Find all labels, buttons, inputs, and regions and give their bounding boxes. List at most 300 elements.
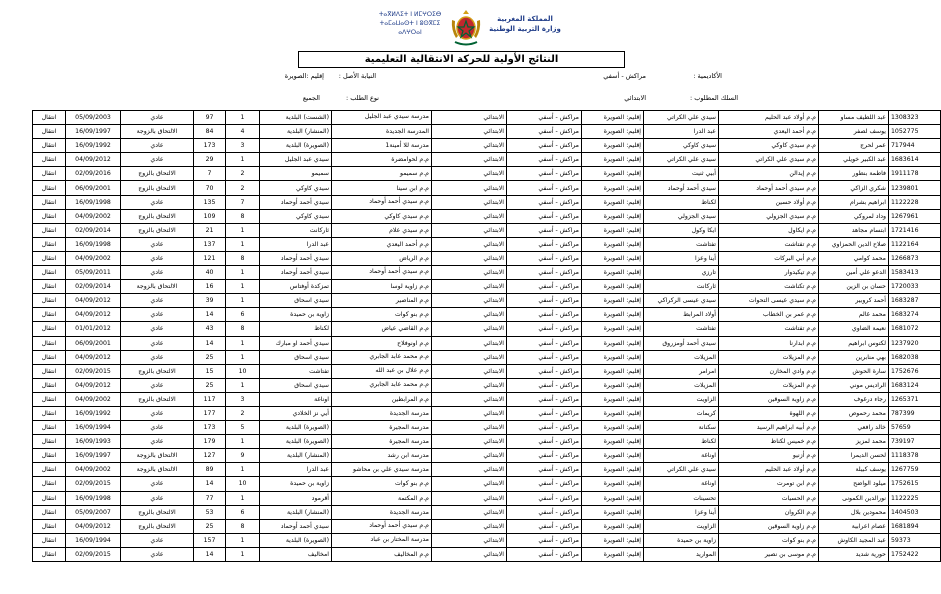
table-cell: انتقال [33, 491, 66, 505]
table-row [33, 435, 941, 449]
table-cell: تحسينات [644, 491, 719, 505]
table-cell: م.م سيدي كاوكي [332, 209, 432, 223]
table-cell: إقليم: الصويرة [582, 294, 644, 308]
table-cell: الزاويت [644, 392, 719, 406]
table-cell: انتقال [33, 209, 66, 223]
table-cell: إقليم: الصويرة [582, 519, 644, 533]
table-cell: سيدي أحمد أوحماد [260, 266, 332, 280]
table-cell: الابتدائي [432, 322, 507, 336]
table-cell: م.م سيدي كاوكي [719, 139, 819, 153]
table-cell: 39 [194, 294, 226, 308]
table-cell: 1308323 [889, 111, 941, 125]
table-cell: سيدي عبد الجليل [260, 153, 332, 167]
header-amazigh-text [370, 10, 450, 37]
table-cell: 157 [194, 533, 226, 547]
table-cell: الالتحاق بالزوج [121, 167, 194, 181]
table-cell: إقليم: الصويرة [582, 547, 644, 561]
table-cell: الابتدائي [432, 449, 507, 463]
table-cell: 16/09/1993 [66, 435, 121, 449]
table-cell: (المنشار) البلدية [260, 125, 332, 139]
table-cell: 1404503 [889, 505, 941, 519]
table-cell: م.م سيدي أحمد أوحماد [332, 266, 432, 280]
table-cell: سيدي عيسى الركراكي [644, 294, 719, 308]
table-cell: الابتدائي [432, 153, 507, 167]
table-cell: 1683287 [889, 294, 941, 308]
table-cell: مراكش - أسفي [507, 209, 582, 223]
table-cell: الابتدائي [432, 280, 507, 294]
table-cell: 109 [194, 209, 226, 223]
table-cell: اوناغة [644, 449, 719, 463]
table-cell: 8 [226, 322, 260, 336]
table-cell: انتقال [33, 111, 66, 125]
table-cell: 1122225 [889, 491, 941, 505]
table-cell: الابتدائي [432, 294, 507, 308]
table-cell: م.م سيدي علام [332, 223, 432, 237]
table-cell: مراكش - أسفي [507, 266, 582, 280]
table-cell: 135 [194, 195, 226, 209]
table-cell: انتقال [33, 350, 66, 364]
table-cell: مراكش - أسفي [507, 237, 582, 251]
table-row [33, 266, 941, 280]
table-cell: كريمات [644, 406, 719, 420]
table-cell: 4 [226, 125, 260, 139]
table-cell: ثاركانت [644, 280, 719, 294]
table-cell: م.م الرياض [332, 251, 432, 265]
table-cell: 57659 [889, 421, 941, 435]
table-cell: لكتوس ابراهيم [819, 336, 889, 350]
table-cell: م.م سيدي أحمد أوحماد [332, 195, 432, 209]
table-cell: إقليم: الصويرة [582, 153, 644, 167]
table-cell: المزيلات [644, 378, 719, 392]
table-row [33, 139, 941, 153]
table-row [33, 294, 941, 308]
academy-label: الأكاديمية : [693, 72, 722, 80]
table-cell: مراكش - أسفي [507, 364, 582, 378]
table-cell: الابتدائي [432, 378, 507, 392]
table-cell: تفتاشت [260, 364, 332, 378]
table-cell: انتقال [33, 322, 66, 336]
table-cell: 1 [226, 153, 260, 167]
table-cell: سيدي كاوكي [644, 139, 719, 153]
table-cell: سارة الحوش [819, 364, 889, 378]
table-cell: انتقال [33, 505, 66, 519]
table-cell: انتقال [33, 421, 66, 435]
table-cell: الابتدائي [432, 491, 507, 505]
table-row [33, 223, 941, 237]
request-type-label: نوع الطلب : [345, 94, 379, 102]
table-cell: م.م سميمو [332, 167, 432, 181]
table-cell: إقليم: الصويرة [582, 463, 644, 477]
table-cell: م.م أحمد اليعدي [332, 237, 432, 251]
table-row [33, 111, 941, 125]
table-cell: 1752615 [889, 477, 941, 491]
table-cell: الالتحاق بالزوج [121, 519, 194, 533]
table-cell: الابتدائي [432, 223, 507, 237]
table-cell: مدرسة سيدي علي بن محاشو [332, 463, 432, 477]
table-cell: لحسن الديمرا [819, 449, 889, 463]
table-cell: 127 [194, 449, 226, 463]
table-cell: الابتدائي [432, 463, 507, 477]
table-cell: م.م سيدي أحمد أوحماد [719, 181, 819, 195]
table-cell: 9 [226, 449, 260, 463]
table-cell: 16/09/1994 [66, 421, 121, 435]
table-cell: م.م إيدالن [719, 167, 819, 181]
table-cell: لكناظ [644, 435, 719, 449]
table-cell: عادي [121, 406, 194, 420]
table-cell: م.م تفتاشت [719, 322, 819, 336]
table-cell: مدرسة المجيرة [332, 421, 432, 435]
table-cell: 14 [194, 336, 226, 350]
table-cell: الالتحاق بالزوج [121, 209, 194, 223]
table-row [33, 491, 941, 505]
table-cell: انتقال [33, 181, 66, 195]
table-cell: 02/09/2015 [66, 477, 121, 491]
table-cell: 06/09/2001 [66, 336, 121, 350]
table-cell: م.م سيدي عيسى التحوات [719, 294, 819, 308]
table-cell: اوناغة [644, 477, 719, 491]
table-cell: 1239801 [889, 181, 941, 195]
table-cell: 04/09/2002 [66, 463, 121, 477]
table-cell: انتقال [33, 406, 66, 420]
results-table-body [33, 111, 941, 562]
table-cell: مراكش - أسفي [507, 167, 582, 181]
table-cell: 05/09/2003 [66, 111, 121, 125]
table-cell: م.م أبي البركات [719, 251, 819, 265]
table-cell: م.م بنو كوات [332, 308, 432, 322]
table-cell: 29 [194, 153, 226, 167]
table-cell: ابتسام مجاهد [819, 223, 889, 237]
table-cell: م.م اللهوة [719, 406, 819, 420]
table-cell: م.م المرابطين [332, 392, 432, 406]
table-cell: مراكش - أسفي [507, 153, 582, 167]
cycle-label: السلك المطلوب : [689, 94, 738, 102]
table-cell: 1052775 [889, 125, 941, 139]
table-cell: 1 [226, 266, 260, 280]
table-cell: الالتحاق بالزوج [121, 181, 194, 195]
table-cell: م.م لحوامضرة [332, 153, 432, 167]
table-cell: م.م ايكاول [719, 223, 819, 237]
table-cell: م.م سيدي أحمد أوحماد [332, 519, 432, 533]
table-row [33, 280, 941, 294]
table-cell: سيدي علي الكراتي [644, 463, 719, 477]
table-cell: 8 [226, 251, 260, 265]
table-cell: م.م أولاد حسين [719, 195, 819, 209]
table-cell: انتقال [33, 308, 66, 322]
table-cell: إقليم: الصويرة [582, 223, 644, 237]
table-cell: إقليم: الصويرة [582, 111, 644, 125]
table-cell: (الصويرة) البلدية [260, 435, 332, 449]
table-cell: مراكش - أسفي [507, 505, 582, 519]
table-cell: 02/09/2014 [66, 280, 121, 294]
table-cell: انتقال [33, 195, 66, 209]
table-row [33, 209, 941, 223]
table-cell: م.م المناصير [332, 294, 432, 308]
table-cell: عادي [121, 237, 194, 251]
table-cell: الابتدائي [432, 266, 507, 280]
table-cell: 14 [194, 477, 226, 491]
table-cell: 1 [226, 378, 260, 392]
table-cell: انتقال [33, 449, 66, 463]
header-amazigh-line: ⵜⴰⵎⴰⵡⴰⵙⵜ ⵏ ⵓⵙⴳⵎⵉ [379, 20, 441, 27]
table-cell: 16/09/1998 [66, 491, 121, 505]
table-cell: 77 [194, 491, 226, 505]
table-cell: 40 [194, 266, 226, 280]
table-cell: 1 [226, 237, 260, 251]
table-cell: 02/09/2015 [66, 364, 121, 378]
table-cell: 25 [194, 519, 226, 533]
table-cell: 14 [194, 308, 226, 322]
table-cell: الابتدائي [432, 237, 507, 251]
table-cell: 15 [194, 364, 226, 378]
table-cell: م.م بنو كوات [332, 477, 432, 491]
table-cell: إقليم: الصويرة [582, 167, 644, 181]
table-cell: عادي [121, 308, 194, 322]
table-cell: سيدي كاوكي [260, 181, 332, 195]
table-cell: انتقال [33, 223, 66, 237]
header-amazigh-line: ⴰⴷⵖⵔⴰⵏ [398, 29, 422, 36]
table-cell: 717944 [889, 139, 941, 153]
table-row [33, 195, 941, 209]
table-cell: الابتدائي [432, 195, 507, 209]
table-cell: انتقال [33, 547, 66, 561]
table-cell: إقليم: الصويرة [582, 251, 644, 265]
table-cell: 7 [194, 167, 226, 181]
table-cell: زاوية بن حميدة [644, 533, 719, 547]
table-cell: انتقال [33, 139, 66, 153]
table-cell: مدرسة سيدي عبد الجليل [332, 111, 432, 125]
table-cell: سيدي أحمد او مبارك [260, 336, 332, 350]
table-cell: مراكش - أسفي [507, 125, 582, 139]
table-cell: 1237920 [889, 336, 941, 350]
table-cell: 04/09/2012 [66, 378, 121, 392]
table-cell: انتقال [33, 533, 66, 547]
table-cell: رجاء درغوف [819, 392, 889, 406]
table-cell: الالتحاق بالزوجة [121, 463, 194, 477]
table-cell: لكناظ [644, 195, 719, 209]
table-cell: م.م محمد عابد الجابري [332, 350, 432, 364]
table-cell: عادي [121, 491, 194, 505]
table-cell: 137 [194, 237, 226, 251]
table-cell: مراكش - أسفي [507, 223, 582, 237]
table-cell: م.م سيدي علي الكراتي [719, 153, 819, 167]
table-cell: الابتدائي [432, 421, 507, 435]
table-row [33, 364, 941, 378]
table-cell: م.م اونوفلاح [332, 336, 432, 350]
table-cell: إقليم: الصويرة [582, 266, 644, 280]
coat-of-arms-icon [449, 8, 483, 48]
table-cell: 1720033 [889, 280, 941, 294]
table-cell: م.م تفتاشت [719, 237, 819, 251]
table-cell: سيدي أحمد أوحماد [260, 519, 332, 533]
table-row [33, 153, 941, 167]
table-cell: م.م ابدارنا [719, 336, 819, 350]
table-cell: انتقال [33, 294, 66, 308]
table-cell: م.م سيدي الجزولي [719, 209, 819, 223]
table-cell: الابتدائي [432, 364, 507, 378]
table-cell: 10 [226, 364, 260, 378]
origin-label: النيابة الأصل : [338, 72, 376, 80]
table-cell: إقليم: الصويرة [582, 125, 644, 139]
table-cell: 3 [226, 139, 260, 153]
table-cell: 16/09/1992 [66, 139, 121, 153]
table-cell: 6 [226, 505, 260, 519]
table-cell: 43 [194, 322, 226, 336]
table-cell: الابتدائي [432, 505, 507, 519]
table-cell: 1 [226, 336, 260, 350]
table-cell: المزيلات [644, 350, 719, 364]
table-cell: محمد رحموص [819, 406, 889, 420]
table-cell: م.م المزيلات [719, 350, 819, 364]
table-cell: 04/09/2012 [66, 153, 121, 167]
table-cell: عبد اللطيف مساو [819, 111, 889, 125]
table-cell: 787399 [889, 406, 941, 420]
table-cell: امخاليف [260, 547, 332, 561]
table-cell: تمزكدة أوفتاس [260, 280, 332, 294]
table-cell: الابتدائي [432, 308, 507, 322]
table-cell: م.م زاوية السوقين [719, 392, 819, 406]
table-cell: م.م أولاد عبد الحليم [719, 111, 819, 125]
request-type-value: الجميع [302, 94, 320, 102]
table-cell: 16/09/1997 [66, 125, 121, 139]
table-cell: الالتحاق بالزوج [121, 223, 194, 237]
table-cell: خالد رافعي [819, 421, 889, 435]
table-cell: إقليم: الصويرة [582, 406, 644, 420]
table-cell: مراكش - أسفي [507, 406, 582, 420]
table-cell: إقليم: الصويرة [582, 195, 644, 209]
table-cell: الابتدائي [432, 547, 507, 561]
table-cell: محمد كوامي [819, 251, 889, 265]
table-cell: ايكا وكول [644, 223, 719, 237]
table-cell: م.م علال بن عبد الله [332, 364, 432, 378]
table-cell: انتقال [33, 237, 66, 251]
table-cell: م.م زاوية لوسا [332, 280, 432, 294]
table-row [33, 449, 941, 463]
table-cell: انتقال [33, 463, 66, 477]
table-cell: أينا وعزا [644, 505, 719, 519]
table-cell: 2 [226, 167, 260, 181]
table-row [33, 392, 941, 406]
table-cell: مراكش - أسفي [507, 519, 582, 533]
table-cell: 1721416 [889, 223, 941, 237]
table-cell: الالتحاق بالزوجة [121, 125, 194, 139]
table-cell: سيدي أحمد أومزروق [644, 336, 719, 350]
table-cell: عمر لحرج [819, 139, 889, 153]
table-cell: إقليم: الصويرة [582, 392, 644, 406]
table-cell: مراكش - أسفي [507, 294, 582, 308]
table-cell: 59373 [889, 533, 941, 547]
table-cell: سكنانة [644, 421, 719, 435]
table-cell: الابتدائي [432, 350, 507, 364]
table-cell: م.م ابن سينا [332, 181, 432, 195]
table-cell: 1683274 [889, 308, 941, 322]
table-cell: مراكش - أسفي [507, 421, 582, 435]
table-cell: مراكش - أسفي [507, 533, 582, 547]
table-row [33, 378, 941, 392]
table-cell: 1 [226, 547, 260, 561]
table-cell: إقليم: الصويرة [582, 533, 644, 547]
table-cell: الابتدائي [432, 336, 507, 350]
table-cell: الالتحاق بالزوج [121, 505, 194, 519]
table-cell: عادي [121, 322, 194, 336]
table-cell: 16 [194, 280, 226, 294]
table-cell: 16/09/1992 [66, 406, 121, 420]
table-cell: الزاويت [644, 519, 719, 533]
table-cell: 739197 [889, 435, 941, 449]
table-cell: إقليم: الصويرة [582, 435, 644, 449]
table-cell: الابتدائي [432, 181, 507, 195]
table-cell: 1267759 [889, 463, 941, 477]
table-cell: 89 [194, 463, 226, 477]
table-cell: 1 [226, 533, 260, 547]
table-cell: مدرسة للا أمينة1 [332, 139, 432, 153]
table-cell: عادي [121, 195, 194, 209]
table-cell: الابتدائي [432, 167, 507, 181]
table-cell: أحمد كروبير [819, 294, 889, 308]
table-cell: 173 [194, 139, 226, 153]
table-cell: مراكش - أسفي [507, 350, 582, 364]
table-cell: تفتاشت [644, 237, 719, 251]
table-cell: 70 [194, 181, 226, 195]
table-cell: ميلود الواضح [819, 477, 889, 491]
table-cell: 5 [226, 421, 260, 435]
table-cell: 1122228 [889, 195, 941, 209]
table-cell: انتقال [33, 336, 66, 350]
table-cell: سيدي أحمد أوحماد [260, 195, 332, 209]
table-cell: 97 [194, 111, 226, 125]
table-cell: م.م خميس لكناظ [719, 435, 819, 449]
table-cell: الابتدائي [432, 519, 507, 533]
table-cell: عادي [121, 111, 194, 125]
table-cell: 1 [226, 435, 260, 449]
table-cell: مدرسة ابن رشد [332, 449, 432, 463]
table-row [33, 519, 941, 533]
table-cell: سيدي علي الكراتي [644, 111, 719, 125]
table-cell: تارزي [644, 266, 719, 280]
table-cell: 25 [194, 350, 226, 364]
table-cell: تفتاشت [644, 322, 719, 336]
table-cell: 05/09/2007 [66, 505, 121, 519]
table-cell: مدرسة الجديدة [332, 406, 432, 420]
table-cell: الابتدائي [432, 392, 507, 406]
table-cell: انتقال [33, 280, 66, 294]
table-cell: سيدي اسحاق [260, 350, 332, 364]
table-cell: م.م محمد عابد الجابري [332, 378, 432, 392]
table-cell: (الصويرة) البلدية [260, 139, 332, 153]
table-cell: سيدي أحمد أوحماد [644, 181, 719, 195]
table-cell: 1 [226, 350, 260, 364]
table-cell: محمودين بلال [819, 505, 889, 519]
table-cell: انتقال [33, 392, 66, 406]
table-cell: عبد الدرا [644, 125, 719, 139]
table-cell: مراكش - أسفي [507, 308, 582, 322]
table-cell: إقليم: الصويرة [582, 237, 644, 251]
table-cell: الالتحاق بالزوجة [121, 280, 194, 294]
table-cell: 1266873 [889, 251, 941, 265]
table-cell: أبيي ثنيت [644, 167, 719, 181]
table-cell: إقليم: الصويرة [582, 209, 644, 223]
table-cell: 8 [226, 209, 260, 223]
table-cell: سيدي الجزولي [644, 209, 719, 223]
table-row [33, 125, 941, 139]
table-cell: م.م القاضي عياض [332, 322, 432, 336]
table-cell: إقليم: الصويرة [582, 308, 644, 322]
table-cell: 01/01/2012 [66, 322, 121, 336]
table-cell: 1681072 [889, 322, 941, 336]
table-cell: الابتدائي [432, 477, 507, 491]
table-cell: 1 [226, 111, 260, 125]
table-cell: إقليم: الصويرة [582, 139, 644, 153]
table-cell: م.م المكتمة [332, 491, 432, 505]
